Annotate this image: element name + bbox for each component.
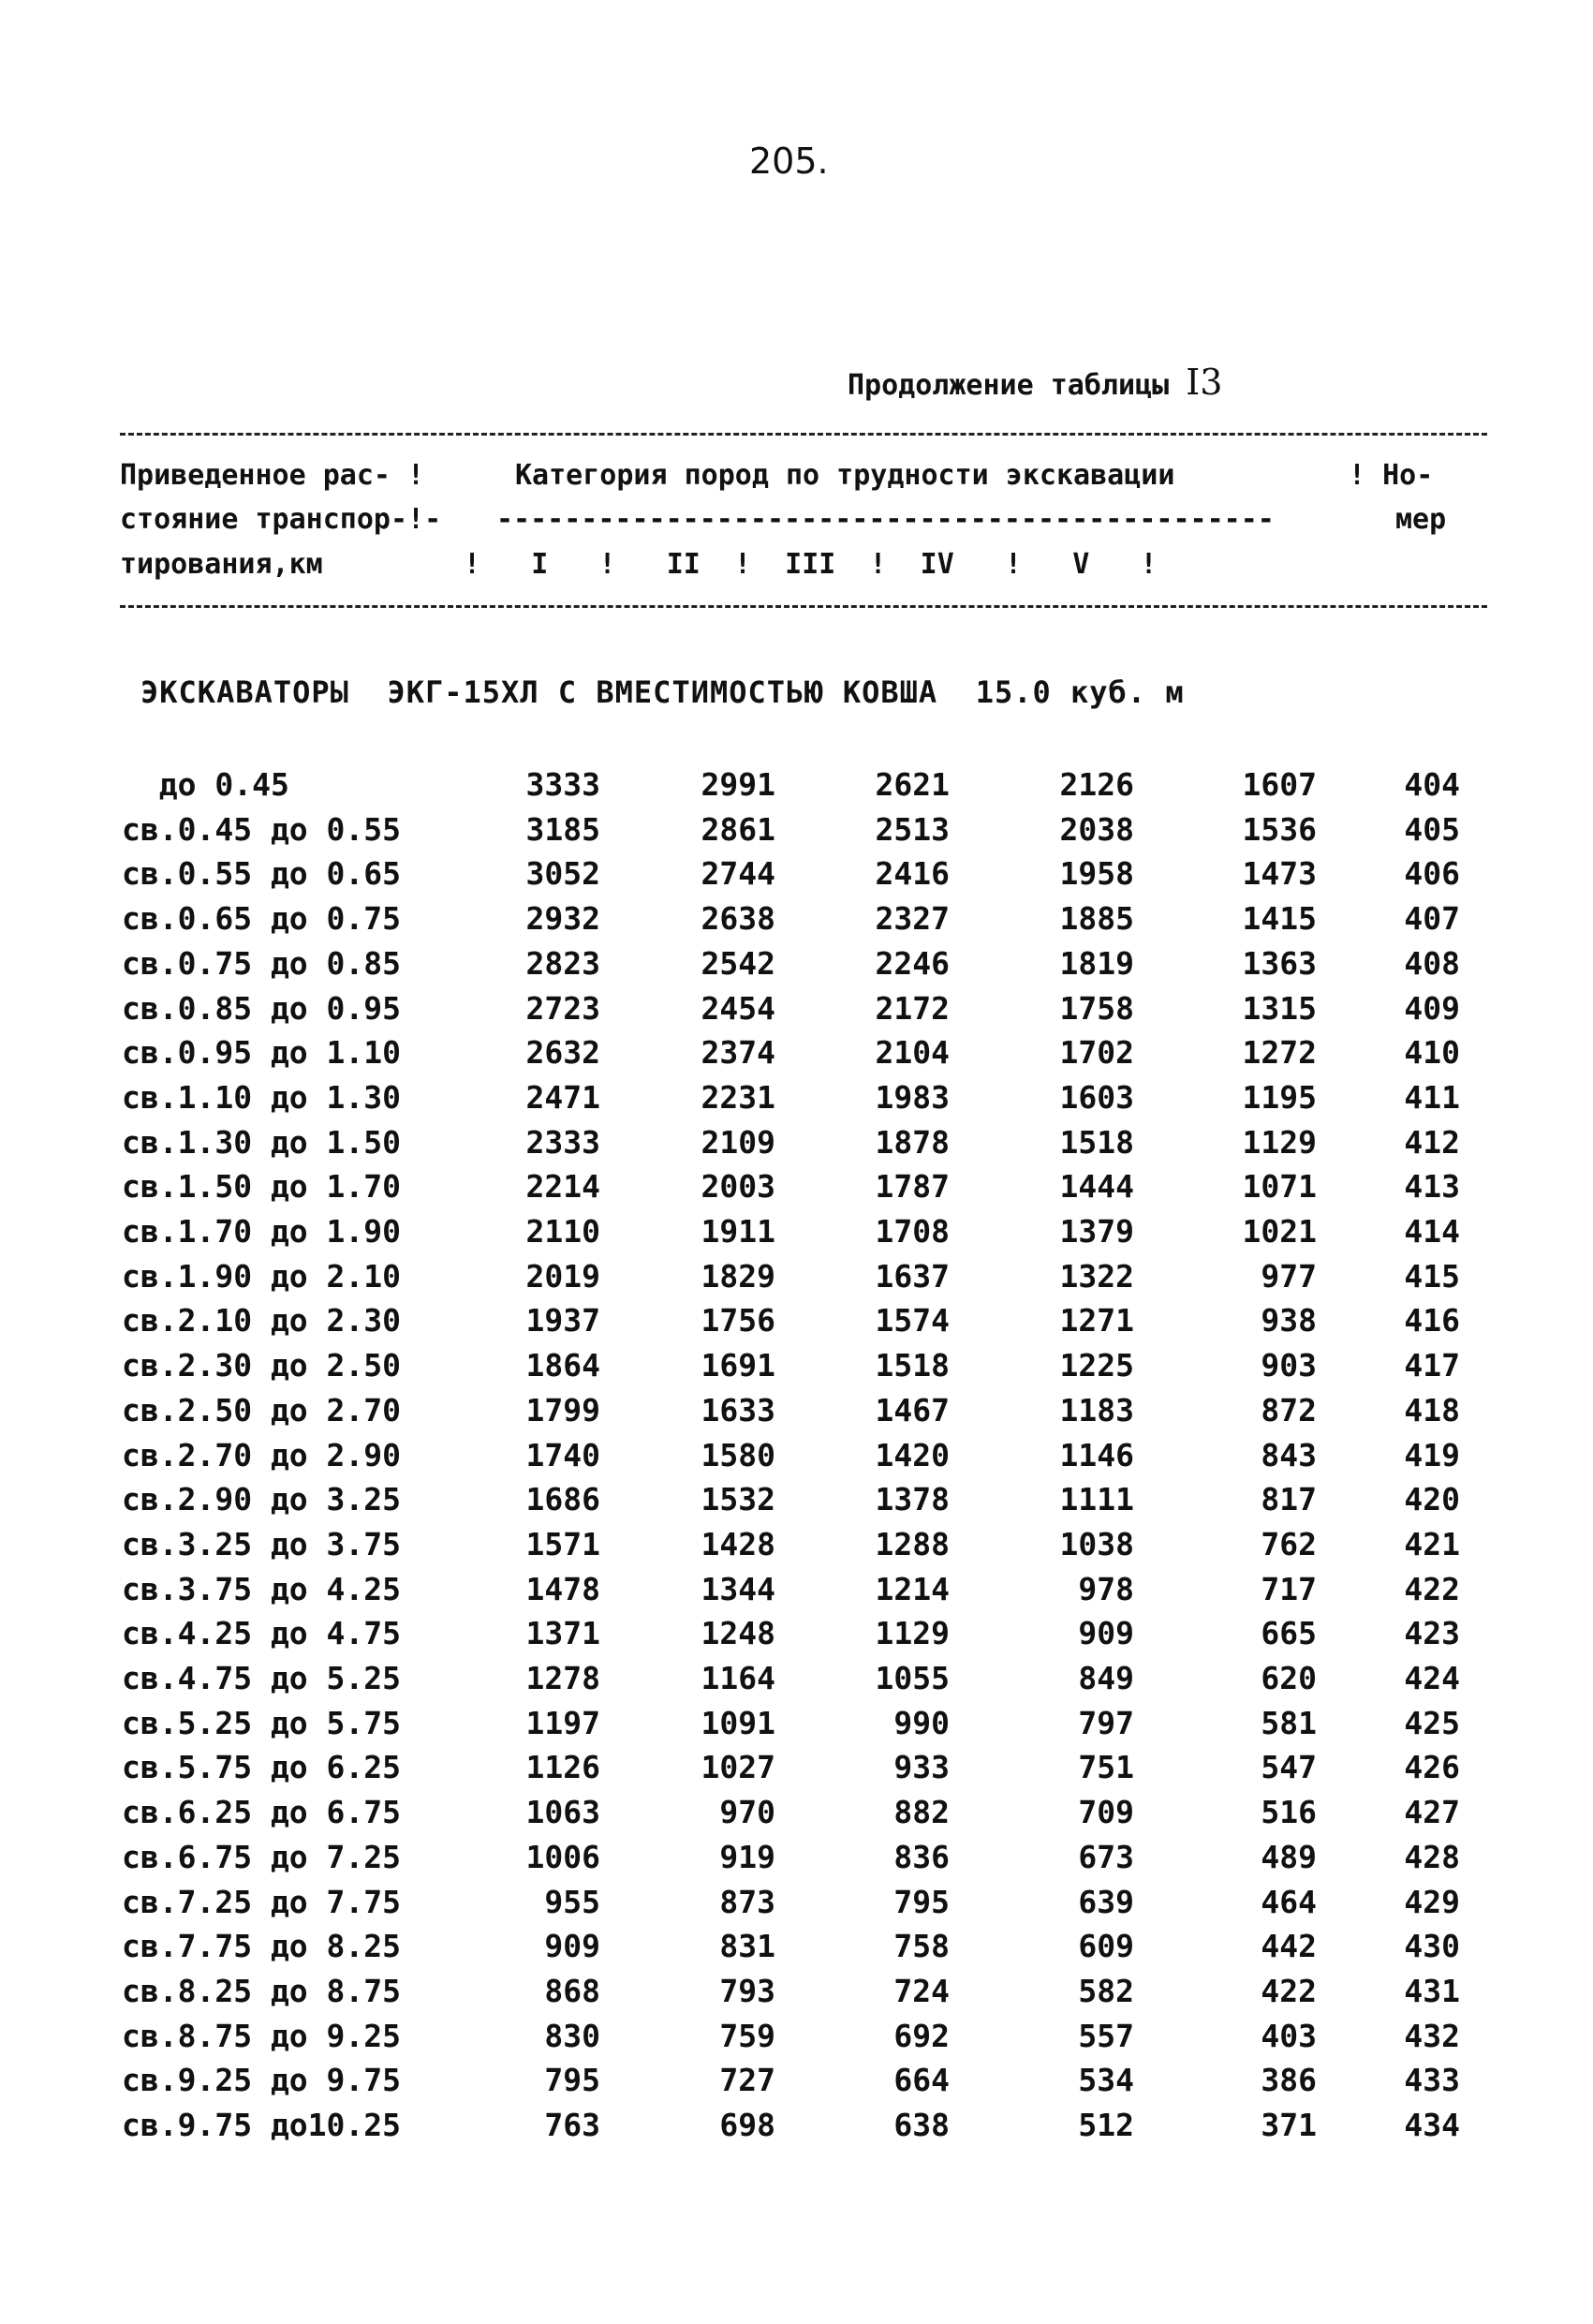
cat-V-value: 938 xyxy=(1261,1302,1317,1340)
row-number: 425 xyxy=(1404,1704,1460,1741)
cat-I-value: 830 xyxy=(544,2017,600,2054)
table-row xyxy=(0,1973,1593,2017)
header-col-number-line1: ! Но- xyxy=(1349,459,1434,492)
cat-I-value: 763 xyxy=(544,2107,600,2143)
cat-IV-value: 849 xyxy=(1078,1660,1134,1696)
cat-I-value: 1864 xyxy=(525,1347,600,1384)
cat-III-value: 2172 xyxy=(875,989,950,1027)
cat-V-value: 872 xyxy=(1261,1391,1317,1428)
cat-V-value: 1607 xyxy=(1242,766,1317,803)
distance-range: св.0.65 до 0.75 xyxy=(122,900,402,938)
cat-I-value: 1197 xyxy=(525,1704,600,1741)
row-number: 434 xyxy=(1404,2107,1460,2143)
cat-III-value: 1708 xyxy=(875,1213,950,1250)
table-row xyxy=(0,1034,1593,1078)
cat-I-value: 2932 xyxy=(525,900,600,938)
cat-III-value: 795 xyxy=(893,1883,950,1920)
table-row xyxy=(0,1258,1593,1302)
cat-I-value: 2723 xyxy=(525,989,600,1027)
cat-IV-value: 557 xyxy=(1078,2017,1134,2054)
cat-II-value: 698 xyxy=(719,2107,775,2143)
cat-II-value: 1829 xyxy=(701,1257,775,1295)
cat-V-value: 620 xyxy=(1261,1660,1317,1696)
cat-I-value: 3333 xyxy=(525,766,600,803)
table-row xyxy=(0,945,1593,989)
cat-I-value: 2823 xyxy=(525,944,600,982)
cat-I-value: 3052 xyxy=(525,855,600,893)
row-number: 408 xyxy=(1404,944,1460,982)
row-number: 431 xyxy=(1404,1972,1460,2009)
cat-III-value: 933 xyxy=(893,1749,950,1786)
cat-II-value: 919 xyxy=(719,1838,775,1875)
cat-IV-value: 751 xyxy=(1078,1749,1134,1786)
row-number: 410 xyxy=(1404,1034,1460,1072)
cat-II-value: 1344 xyxy=(701,1570,775,1607)
table-row xyxy=(0,1705,1593,1749)
cat-IV-value: 1111 xyxy=(1059,1481,1134,1518)
cat-II-value: 831 xyxy=(719,1928,775,1965)
distance-range: св.0.45 до 0.55 xyxy=(122,810,402,848)
cat-I-value: 1571 xyxy=(525,1525,600,1562)
distance-range: св.2.70 до 2.90 xyxy=(122,1436,402,1473)
table-row xyxy=(0,2062,1593,2106)
cat-I-value: 1006 xyxy=(525,1838,600,1875)
table-row xyxy=(0,1839,1593,1883)
cat-III-value: 1637 xyxy=(875,1257,950,1295)
header-bottom-rule xyxy=(120,605,1487,608)
cat-II-value: 1633 xyxy=(701,1391,775,1428)
cat-III-value: 2104 xyxy=(875,1034,950,1072)
cat-V-value: 422 xyxy=(1261,1972,1317,2009)
table-row xyxy=(0,1884,1593,1928)
cat-III-value: 1420 xyxy=(875,1436,950,1473)
cat-I-value: 1478 xyxy=(525,1570,600,1607)
cat-II-value: 1911 xyxy=(701,1213,775,1250)
cat-II-value: 1248 xyxy=(701,1615,775,1652)
page-number: 205. xyxy=(749,141,829,182)
cat-IV-value: 1322 xyxy=(1059,1257,1134,1295)
distance-range: св.0.95 до 1.10 xyxy=(122,1034,402,1072)
cat-II-value: 1428 xyxy=(701,1525,775,1562)
cat-IV-value: 1958 xyxy=(1059,855,1134,893)
cat-III-value: 1378 xyxy=(875,1481,950,1518)
cat-V-value: 1071 xyxy=(1242,1168,1317,1206)
cat-IV-value: 1183 xyxy=(1059,1391,1134,1428)
row-number: 420 xyxy=(1404,1481,1460,1518)
cat-III-value: 1518 xyxy=(875,1347,950,1384)
cat-I-value: 3185 xyxy=(525,810,600,848)
cat-V-value: 1473 xyxy=(1242,855,1317,893)
cat-II-value: 2374 xyxy=(701,1034,775,1072)
cat-V-value: 1195 xyxy=(1242,1078,1317,1116)
cat-I-value: 2019 xyxy=(525,1257,600,1295)
cat-III-value: 692 xyxy=(893,2017,950,2054)
table-row xyxy=(0,1928,1593,1972)
cat-V-value: 717 xyxy=(1261,1570,1317,1607)
cat-II-value: 1164 xyxy=(701,1660,775,1696)
row-number: 407 xyxy=(1404,900,1460,938)
header-col1-line2: стояние транспор-!- xyxy=(120,503,442,536)
cat-III-value: 836 xyxy=(893,1838,950,1875)
cat-III-value: 1288 xyxy=(875,1525,950,1562)
table-row xyxy=(0,1079,1593,1123)
cat-V-value: 489 xyxy=(1261,1838,1317,1875)
table-row xyxy=(0,1749,1593,1793)
cat-III-value: 638 xyxy=(893,2107,950,2143)
distance-range: св.4.75 до 5.25 xyxy=(122,1660,402,1696)
distance-range: св.7.25 до 7.75 xyxy=(122,1883,402,1920)
distance-range: св.9.25 до 9.75 xyxy=(122,2062,402,2099)
cat-V-value: 977 xyxy=(1261,1257,1317,1295)
cat-IV-value: 1271 xyxy=(1059,1302,1134,1340)
table-row xyxy=(0,990,1593,1034)
cat-V-value: 1129 xyxy=(1242,1123,1317,1161)
cat-IV-value: 512 xyxy=(1078,2107,1134,2143)
distance-range: св.6.75 до 7.25 xyxy=(122,1838,402,1875)
cat-II-value: 2638 xyxy=(701,900,775,938)
cat-III-value: 724 xyxy=(893,1972,950,2009)
table-row xyxy=(0,2107,1593,2151)
cat-I-value: 2471 xyxy=(525,1078,600,1116)
row-number: 406 xyxy=(1404,855,1460,893)
cat-IV-value: 1819 xyxy=(1059,944,1134,982)
cat-I-value: 1799 xyxy=(525,1391,600,1428)
row-number: 432 xyxy=(1404,2017,1460,2054)
header-category-title: Категория пород по трудности экскавации xyxy=(515,459,1175,492)
row-number: 411 xyxy=(1404,1078,1460,1116)
header-col-number-line2: мер xyxy=(1395,503,1447,536)
distance-range: св.5.75 до 6.25 xyxy=(122,1749,402,1786)
cat-IV-value: 1885 xyxy=(1059,900,1134,938)
row-number: 424 xyxy=(1404,1660,1460,1696)
cat-IV-value: 797 xyxy=(1078,1704,1134,1741)
cat-V-value: 442 xyxy=(1261,1928,1317,1965)
table-row xyxy=(0,1571,1593,1615)
cat-V-value: 386 xyxy=(1261,2062,1317,2099)
row-number: 417 xyxy=(1404,1347,1460,1384)
cat-V-value: 516 xyxy=(1261,1794,1317,1831)
row-number: 423 xyxy=(1404,1615,1460,1652)
cat-IV-value: 1603 xyxy=(1059,1078,1134,1116)
distance-range: св.7.75 до 8.25 xyxy=(122,1928,402,1965)
header-category-columns: ! I ! II ! III ! IV ! V ! xyxy=(464,548,1158,581)
cat-V-value: 762 xyxy=(1261,1525,1317,1562)
cat-II-value: 2003 xyxy=(701,1168,775,1206)
cat-V-value: 403 xyxy=(1261,2017,1317,2054)
cat-I-value: 1740 xyxy=(525,1436,600,1473)
cat-II-value: 2109 xyxy=(701,1123,775,1161)
cat-II-value: 1691 xyxy=(701,1347,775,1384)
section-title: ЭКСКАВАТОРЫ ЭКГ-15ХЛ С ВМЕСТИМОСТЬЮ КОВША 15.0 куб. м xyxy=(140,674,1185,710)
cat-II-value: 2991 xyxy=(701,766,775,803)
cat-V-value: 464 xyxy=(1261,1883,1317,1920)
row-number: 416 xyxy=(1404,1302,1460,1340)
row-number: 414 xyxy=(1404,1213,1460,1250)
distance-range: св.1.70 до 1.90 xyxy=(122,1213,402,1250)
continuation-caption xyxy=(848,362,1222,403)
header-col1-line3: тирования,км xyxy=(120,548,323,581)
table-row xyxy=(0,1794,1593,1838)
cat-I-value: 795 xyxy=(544,2062,600,2099)
distance-range: св.8.75 до 9.25 xyxy=(122,2017,402,2054)
table-row xyxy=(0,1660,1593,1704)
cat-III-value: 990 xyxy=(893,1704,950,1741)
distance-range: св.2.10 до 2.30 xyxy=(122,1302,402,1340)
cat-II-value: 1756 xyxy=(701,1302,775,1340)
distance-range: до 0.45 xyxy=(122,766,289,803)
cat-IV-value: 609 xyxy=(1078,1928,1134,1965)
distance-range: св.9.75 до10.25 xyxy=(122,2107,402,2143)
cat-II-value: 970 xyxy=(719,1794,775,1831)
distance-range: св.0.85 до 0.95 xyxy=(122,989,402,1027)
row-number: 404 xyxy=(1404,766,1460,803)
cat-IV-value: 673 xyxy=(1078,1838,1134,1875)
row-number: 409 xyxy=(1404,989,1460,1027)
distance-range: св.0.75 до 0.85 xyxy=(122,944,402,982)
row-number: 433 xyxy=(1404,2062,1460,2099)
table-row xyxy=(0,1481,1593,1525)
cat-I-value: 1278 xyxy=(525,1660,600,1696)
cat-V-value: 665 xyxy=(1261,1615,1317,1652)
table-row xyxy=(0,1526,1593,1570)
cat-I-value: 2110 xyxy=(525,1213,600,1250)
cat-III-value: 1467 xyxy=(875,1391,950,1428)
table-row xyxy=(0,1437,1593,1481)
distance-range: св.2.90 до 3.25 xyxy=(122,1481,402,1518)
row-number: 429 xyxy=(1404,1883,1460,1920)
row-number: 418 xyxy=(1404,1391,1460,1428)
cat-II-value: 793 xyxy=(719,1972,775,2009)
cat-I-value: 868 xyxy=(544,1972,600,2009)
header-category-divider: ---------------------------------------------- xyxy=(496,503,1275,536)
cat-III-value: 882 xyxy=(893,1794,950,1831)
cat-II-value: 873 xyxy=(719,1883,775,1920)
cat-V-value: 1272 xyxy=(1242,1034,1317,1072)
cat-V-value: 371 xyxy=(1261,2107,1317,2143)
distance-range: св.1.10 до 1.30 xyxy=(122,1078,402,1116)
cat-II-value: 727 xyxy=(719,2062,775,2099)
cat-III-value: 2513 xyxy=(875,810,950,848)
cat-IV-value: 1702 xyxy=(1059,1034,1134,1072)
cat-III-value: 1787 xyxy=(875,1168,950,1206)
cat-IV-value: 639 xyxy=(1078,1883,1134,1920)
distance-range: св.6.25 до 6.75 xyxy=(122,1794,402,1831)
cat-IV-value: 909 xyxy=(1078,1615,1134,1652)
distance-range: св.2.50 до 2.70 xyxy=(122,1391,402,1428)
table-row xyxy=(0,1213,1593,1257)
cat-V-value: 1315 xyxy=(1242,989,1317,1027)
cat-V-value: 843 xyxy=(1261,1436,1317,1473)
cat-II-value: 2861 xyxy=(701,810,775,848)
cat-V-value: 903 xyxy=(1261,1347,1317,1384)
cat-III-value: 1214 xyxy=(875,1570,950,1607)
cat-I-value: 2333 xyxy=(525,1123,600,1161)
cat-IV-value: 1379 xyxy=(1059,1213,1134,1250)
cat-IV-value: 2126 xyxy=(1059,766,1134,803)
cat-IV-value: 1444 xyxy=(1059,1168,1134,1206)
distance-range: св.1.90 до 2.10 xyxy=(122,1257,402,1295)
table-row xyxy=(0,811,1593,855)
row-number: 426 xyxy=(1404,1749,1460,1786)
cat-V-value: 1363 xyxy=(1242,944,1317,982)
cat-I-value: 2632 xyxy=(525,1034,600,1072)
cat-III-value: 1983 xyxy=(875,1078,950,1116)
cat-IV-value: 978 xyxy=(1078,1570,1134,1607)
cat-II-value: 1027 xyxy=(701,1749,775,1786)
cat-III-value: 2327 xyxy=(875,900,950,938)
distance-range: св.3.25 до 3.75 xyxy=(122,1525,402,1562)
cat-I-value: 1371 xyxy=(525,1615,600,1652)
row-number: 421 xyxy=(1404,1525,1460,1562)
table-row xyxy=(0,766,1593,810)
cat-I-value: 909 xyxy=(544,1928,600,1965)
distance-range: св.0.55 до 0.65 xyxy=(122,855,402,893)
row-number: 430 xyxy=(1404,1928,1460,1965)
cat-II-value: 759 xyxy=(719,2017,775,2054)
cat-I-value: 1937 xyxy=(525,1302,600,1340)
cat-IV-value: 1225 xyxy=(1059,1347,1134,1384)
cat-IV-value: 1038 xyxy=(1059,1525,1134,1562)
cat-V-value: 581 xyxy=(1261,1704,1317,1741)
cat-V-value: 817 xyxy=(1261,1481,1317,1518)
distance-range: св.1.30 до 1.50 xyxy=(122,1123,402,1161)
table-row xyxy=(0,1168,1593,1212)
table-row xyxy=(0,855,1593,899)
cat-III-value: 2416 xyxy=(875,855,950,893)
cat-III-value: 1574 xyxy=(875,1302,950,1340)
row-number: 428 xyxy=(1404,1838,1460,1875)
row-number: 405 xyxy=(1404,810,1460,848)
distance-range: св.4.25 до 4.75 xyxy=(122,1615,402,1652)
cat-IV-value: 534 xyxy=(1078,2062,1134,2099)
cat-II-value: 1580 xyxy=(701,1436,775,1473)
continuation-label: Продолжение таблицы xyxy=(848,369,1170,402)
row-number: 415 xyxy=(1404,1257,1460,1295)
table-row xyxy=(0,2018,1593,2062)
row-number: 413 xyxy=(1404,1168,1460,1206)
cat-V-value: 547 xyxy=(1261,1749,1317,1786)
cat-II-value: 2454 xyxy=(701,989,775,1027)
cat-I-value: 955 xyxy=(544,1883,600,1920)
cat-I-value: 2214 xyxy=(525,1168,600,1206)
row-number: 427 xyxy=(1404,1794,1460,1831)
table-row xyxy=(0,1302,1593,1346)
cat-III-value: 1129 xyxy=(875,1615,950,1652)
cat-II-value: 1532 xyxy=(701,1481,775,1518)
table-row xyxy=(0,1392,1593,1436)
cat-V-value: 1021 xyxy=(1242,1213,1317,1250)
cat-III-value: 664 xyxy=(893,2062,950,2099)
row-number: 422 xyxy=(1404,1570,1460,1607)
cat-II-value: 2231 xyxy=(701,1078,775,1116)
cat-III-value: 2621 xyxy=(875,766,950,803)
distance-range: св.5.25 до 5.75 xyxy=(122,1704,402,1741)
cat-II-value: 1091 xyxy=(701,1704,775,1741)
cat-I-value: 1126 xyxy=(525,1749,600,1786)
cat-IV-value: 582 xyxy=(1078,1972,1134,2009)
distance-range: св.1.50 до 1.70 xyxy=(122,1168,402,1206)
cat-IV-value: 2038 xyxy=(1059,810,1134,848)
cat-III-value: 1055 xyxy=(875,1660,950,1696)
distance-range: св.3.75 до 4.25 xyxy=(122,1570,402,1607)
row-number: 419 xyxy=(1404,1436,1460,1473)
table-row xyxy=(0,1615,1593,1659)
table-row xyxy=(0,1347,1593,1391)
row-number: 412 xyxy=(1404,1123,1460,1161)
header-col1-line1: Приведенное рас- ! xyxy=(120,459,425,492)
table-row xyxy=(0,900,1593,944)
cat-III-value: 1878 xyxy=(875,1123,950,1161)
header-top-rule xyxy=(120,433,1487,436)
cat-II-value: 2744 xyxy=(701,855,775,893)
cat-III-value: 758 xyxy=(893,1928,950,1965)
distance-range: св.8.25 до 8.75 xyxy=(122,1972,402,2009)
table-number: I3 xyxy=(1186,362,1223,403)
distance-range: св.2.30 до 2.50 xyxy=(122,1347,402,1384)
cat-II-value: 2542 xyxy=(701,944,775,982)
cat-V-value: 1415 xyxy=(1242,900,1317,938)
cat-IV-value: 1146 xyxy=(1059,1436,1134,1473)
cat-V-value: 1536 xyxy=(1242,810,1317,848)
table-row xyxy=(0,1124,1593,1168)
cat-I-value: 1063 xyxy=(525,1794,600,1831)
cat-IV-value: 1758 xyxy=(1059,989,1134,1027)
cat-IV-value: 1518 xyxy=(1059,1123,1134,1161)
cat-I-value: 1686 xyxy=(525,1481,600,1518)
cat-IV-value: 709 xyxy=(1078,1794,1134,1831)
cat-III-value: 2246 xyxy=(875,944,950,982)
